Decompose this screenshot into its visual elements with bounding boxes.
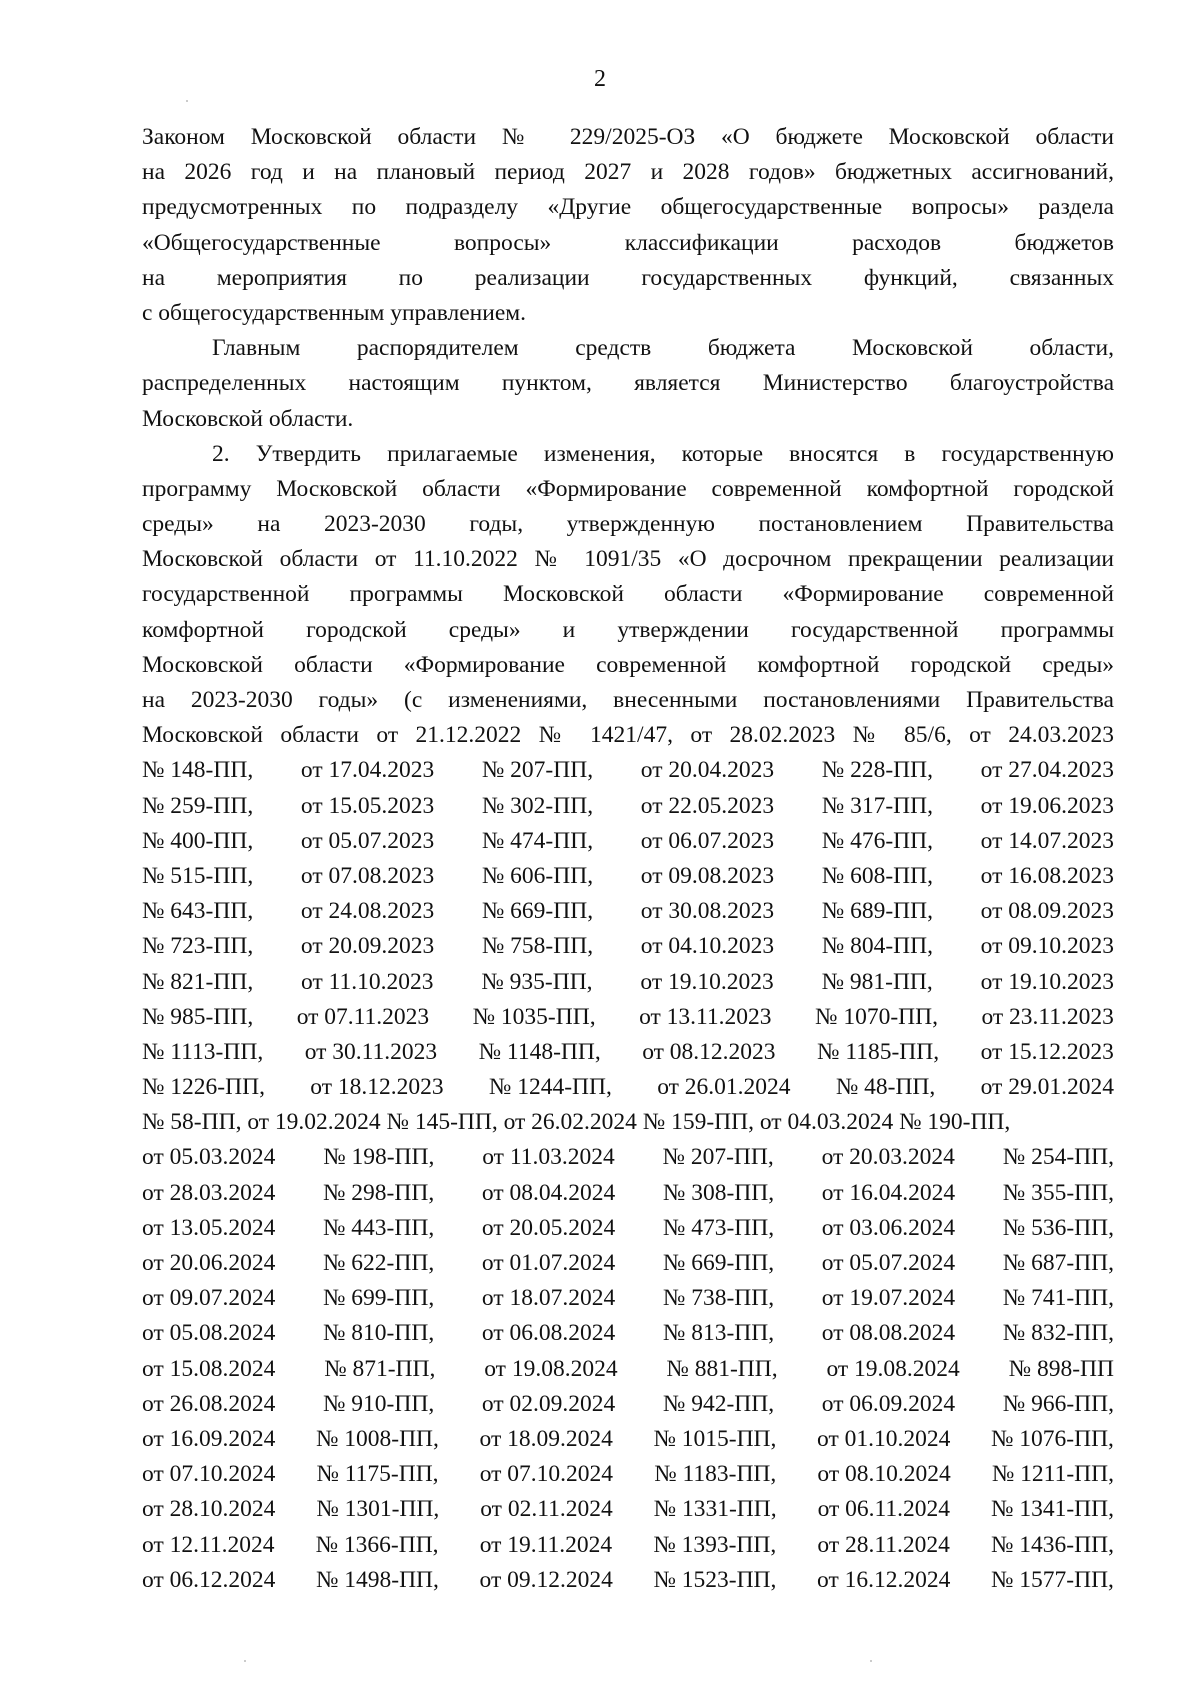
reference-row bbox=[142, 965, 1114, 1000]
reference-cell: от 26.08.2024 bbox=[142, 1390, 276, 1417]
reference-cell: от 06.11.2024 bbox=[817, 1496, 951, 1523]
reference-cell: № 48-ПП, bbox=[835, 1074, 936, 1101]
reference-cell: № 669-ПП, bbox=[662, 1250, 775, 1276]
reference-cell: № 1070-ПП, bbox=[815, 1003, 938, 1030]
reference-cell: № 699-ПП, bbox=[323, 1285, 435, 1312]
reference-cell: от 03.06.2024 bbox=[821, 1214, 956, 1241]
reference-cell: от 09.10.2023 bbox=[980, 933, 1114, 960]
reference-cell: № 302-ПП, bbox=[481, 792, 594, 819]
reference-cell: от 19.07.2024 bbox=[821, 1285, 956, 1312]
reference-cell: от 30.08.2023 bbox=[640, 898, 775, 925]
reference-cell: № 966-ПП, bbox=[1002, 1390, 1114, 1417]
reference-row bbox=[142, 1528, 1114, 1563]
reference-cell: № 687-ПП, bbox=[1002, 1250, 1114, 1276]
reference-cell: № 1183-ПП, bbox=[654, 1461, 777, 1488]
reference-cell: № 400-ПП, bbox=[142, 827, 254, 854]
reference-cell: № 898-ПП bbox=[1008, 1355, 1114, 1382]
reference-cell: № 1035-ПП, bbox=[472, 1003, 596, 1030]
reference-cell: от 24.08.2023 bbox=[300, 898, 435, 925]
reference-cell: № 985-ПП, bbox=[142, 1003, 254, 1030]
text-line: Московской области от 11.10.2022 № 1091/35 «О досрочном прекращении реализации bbox=[142, 546, 1114, 573]
reference-row bbox=[142, 929, 1114, 964]
reference-row bbox=[142, 1316, 1114, 1351]
reference-cell: № 207-ПП, bbox=[481, 757, 594, 784]
reference-row bbox=[142, 1457, 1114, 1492]
reference-cell: № 942-ПП, bbox=[662, 1390, 775, 1417]
reference-cell: № 58-ПП, от 19.02.2024 № 145-ПП, от 26.02.2024 № 159-ПП, от 04.03.2024 № 190-ПП, bbox=[142, 1109, 1011, 1136]
reference-cell: № 1366-ПП, bbox=[315, 1531, 439, 1558]
reference-cell: № 622-ПП, bbox=[323, 1250, 435, 1276]
reference-cell: № 910-ПП, bbox=[323, 1390, 435, 1417]
reference-cell: от 02.09.2024 bbox=[481, 1390, 616, 1417]
reference-cell: № 1175-ПП, bbox=[316, 1461, 439, 1488]
reference-cell: № 689-ПП, bbox=[821, 898, 933, 925]
reference-row bbox=[142, 1492, 1114, 1527]
reference-cell: № 298-ПП, bbox=[323, 1179, 435, 1206]
reference-cell: от 19.10.2023 bbox=[980, 968, 1114, 995]
reference-cell: № 1015-ПП, bbox=[653, 1425, 777, 1452]
text-line: на 2023-2030 годы» (с изменениями, внесенными постановлениями Правительства bbox=[142, 687, 1114, 713]
reference-cell: № 813-ПП, bbox=[662, 1320, 775, 1347]
reference-cell: № 871-ПП, bbox=[324, 1355, 436, 1382]
reference-cell: № 1393-ПП, bbox=[653, 1531, 777, 1558]
reference-cell: от 18.07.2024 bbox=[481, 1285, 616, 1312]
reference-cell: № 1301-ПП, bbox=[316, 1496, 440, 1523]
reference-cell: от 01.07.2024 bbox=[481, 1250, 616, 1276]
reference-cell: № 741-ПП, bbox=[1002, 1285, 1114, 1312]
reference-row bbox=[142, 1000, 1114, 1035]
reference-cell: от 13.11.2023 bbox=[639, 1003, 772, 1030]
reference-cell: № 254-ПП, bbox=[1002, 1144, 1114, 1171]
reference-cell: от 14.07.2023 bbox=[980, 827, 1114, 854]
reference-row bbox=[142, 753, 1114, 788]
reference-cell: от 15.12.2023 bbox=[980, 1038, 1114, 1065]
reference-cell: № 1341-ПП, bbox=[991, 1496, 1114, 1523]
text-line: предусмотренных по подразделу «Другие общегосударственные вопросы» раздела bbox=[142, 194, 1114, 221]
reference-row bbox=[142, 1070, 1114, 1105]
reference-row bbox=[142, 1105, 1114, 1140]
reference-cell: от 22.05.2023 bbox=[640, 792, 775, 819]
reference-cell: № 669-ПП, bbox=[481, 898, 594, 925]
reference-cell: от 02.11.2024 bbox=[480, 1496, 613, 1523]
reference-cell: от 16.12.2024 bbox=[817, 1566, 951, 1593]
reference-cell: № 981-ПП, bbox=[821, 968, 933, 995]
reference-cell: от 11.10.2023 bbox=[301, 968, 434, 995]
reference-cell: от 07.08.2023 bbox=[300, 862, 435, 889]
reference-row bbox=[142, 1246, 1114, 1281]
reference-cell: от 05.08.2024 bbox=[142, 1320, 276, 1347]
reference-cell: № 1436-ПП, bbox=[991, 1531, 1114, 1558]
reference-cell: № 1498-ПП, bbox=[315, 1566, 439, 1593]
reference-cell: № 1211-ПП, bbox=[991, 1461, 1114, 1488]
reference-cell: № 935-ПП, bbox=[481, 968, 593, 995]
text-line: среды» на 2023-2030 годы, утвержденную постановлением Правительства bbox=[142, 511, 1114, 538]
text-line: на 2026 год и на плановый период 2027 и 2028 годов» бюджетных ассигнований, bbox=[142, 159, 1114, 186]
text-line: Московской области «Формирование современной комфортной городской среды» bbox=[142, 651, 1114, 678]
reference-cell: от 05.03.2024 bbox=[142, 1144, 276, 1171]
reference-cell: от 15.08.2024 bbox=[142, 1355, 276, 1382]
reference-row bbox=[142, 1140, 1114, 1175]
reference-row bbox=[142, 1422, 1114, 1457]
reference-cell: № 207-ПП, bbox=[662, 1144, 774, 1171]
reference-cell: № 1523-ПП, bbox=[653, 1566, 777, 1593]
text-line: с общегосударственным управлением. bbox=[142, 299, 527, 326]
reference-row bbox=[142, 1352, 1114, 1387]
reference-row bbox=[142, 1387, 1114, 1422]
reference-cell: № 443-ПП, bbox=[323, 1214, 435, 1241]
reference-cell: от 07.11.2023 bbox=[296, 1003, 430, 1030]
reference-cell: от 19.08.2024 bbox=[826, 1355, 960, 1382]
reference-cell: от 15.05.2023 bbox=[300, 792, 435, 819]
reference-cell: от 08.10.2024 bbox=[817, 1461, 951, 1488]
reference-cell: № 1008-ПП, bbox=[315, 1425, 439, 1452]
reference-cell: от 07.10.2024 bbox=[479, 1461, 614, 1488]
text-line: комфортной городской среды» и утверждении государственной программы bbox=[142, 616, 1114, 643]
reference-cell: № 474-ПП, bbox=[481, 827, 594, 854]
text-line: «Общегосударственные вопросы» классификации расходов бюджетов bbox=[142, 229, 1114, 256]
reference-cell: от 17.04.2023 bbox=[300, 757, 435, 784]
reference-cell: от 08.04.2024 bbox=[481, 1179, 616, 1206]
reference-cell: от 12.11.2024 bbox=[142, 1531, 275, 1558]
reference-cell: от 16.09.2024 bbox=[142, 1425, 276, 1452]
reference-row bbox=[142, 894, 1114, 929]
scan-speck bbox=[244, 1660, 246, 1662]
reference-cell: от 19.06.2023 bbox=[980, 792, 1114, 819]
reference-row bbox=[142, 1035, 1114, 1070]
scan-speck bbox=[870, 1660, 872, 1662]
reference-cell: № 821-ПП, bbox=[142, 968, 254, 995]
reference-cell: № 608-ПП, bbox=[821, 862, 933, 889]
reference-cell: № 317-ПП, bbox=[821, 792, 933, 819]
reference-cell: № 1226-ПП, bbox=[142, 1074, 265, 1101]
reference-row bbox=[142, 789, 1114, 824]
reference-row bbox=[142, 824, 1114, 859]
reference-cell: № 1577-ПП, bbox=[990, 1566, 1114, 1593]
reference-cell: от 05.07.2023 bbox=[300, 827, 435, 854]
reference-cell: № 1148-ПП, bbox=[478, 1038, 601, 1065]
reference-cell: № 1244-ПП, bbox=[488, 1074, 612, 1101]
text-line: 2. Утвердить прилагаемые изменения, которые вносятся в государственную bbox=[212, 440, 1114, 467]
reference-cell: от 28.10.2024 bbox=[142, 1496, 276, 1523]
reference-cell: от 06.07.2023 bbox=[640, 827, 775, 854]
reference-cell: № 228-ПП, bbox=[821, 757, 933, 784]
reference-cell: № 832-ПП, bbox=[1002, 1320, 1114, 1347]
reference-cell: № 881-ПП, bbox=[666, 1355, 778, 1382]
reference-cell: № 1076-ПП, bbox=[990, 1425, 1114, 1452]
reference-cell: № 355-ПП, bbox=[1002, 1179, 1114, 1206]
reference-cell: № 1331-ПП, bbox=[653, 1496, 777, 1523]
reference-cell: от 20.06.2024 bbox=[142, 1250, 276, 1276]
text-line: Московской области от 21.12.2022 № 1421/47, от 28.02.2023 № 85/6, от 24.03.2023 bbox=[142, 722, 1114, 749]
reference-row bbox=[142, 859, 1114, 894]
reference-cell: от 28.11.2024 bbox=[817, 1531, 950, 1558]
reference-cell: от 06.09.2024 bbox=[821, 1390, 956, 1417]
text-line: Законом Московской области № 229/2025-ОЗ «О бюджете Московской области bbox=[142, 124, 1114, 150]
reference-cell: № 1113-ПП, bbox=[142, 1038, 264, 1065]
reference-cell: от 11.03.2024 bbox=[482, 1144, 615, 1171]
reference-cell: № 758-ПП, bbox=[481, 933, 594, 960]
reference-cell: № 476-ПП, bbox=[821, 827, 933, 854]
reference-cell: от 20.05.2024 bbox=[481, 1214, 616, 1241]
reference-cell: от 09.12.2024 bbox=[479, 1566, 613, 1593]
text-line: Главным распорядителем средств бюджета Московской области, bbox=[212, 335, 1114, 362]
reference-cell: № 473-ПП, bbox=[662, 1214, 775, 1241]
reference-cell: от 27.04.2023 bbox=[980, 757, 1114, 784]
scan-speck bbox=[186, 100, 188, 102]
reference-cell: от 18.12.2023 bbox=[310, 1074, 444, 1101]
text-line: программу Московской области «Формирование современной комфортной городской bbox=[142, 475, 1114, 502]
reference-cell: от 09.07.2024 bbox=[142, 1285, 276, 1312]
reference-cell: № 1185-ПП, bbox=[817, 1038, 940, 1065]
reference-cell: от 23.11.2023 bbox=[981, 1003, 1114, 1030]
text-line: государственной программы Московской области «Формирование современной bbox=[142, 581, 1114, 608]
reference-cell: от 19.11.2024 bbox=[479, 1531, 613, 1558]
reference-cell: от 08.08.2024 bbox=[821, 1320, 956, 1347]
reference-row bbox=[142, 1176, 1114, 1211]
reference-cell: № 606-ПП, bbox=[481, 862, 594, 889]
reference-row bbox=[142, 1281, 1114, 1316]
text-line: распределенных настоящим пунктом, является Министерство благоустройства bbox=[142, 370, 1114, 397]
text-line: Московской области. bbox=[142, 405, 354, 432]
reference-cell: от 20.09.2023 bbox=[300, 933, 435, 960]
reference-cell: № 536-ПП, bbox=[1002, 1214, 1114, 1241]
reference-cell: от 01.10.2024 bbox=[817, 1425, 951, 1452]
reference-cell: от 20.04.2023 bbox=[640, 757, 775, 784]
reference-cell: от 06.08.2024 bbox=[481, 1320, 616, 1347]
reference-cell: от 29.01.2024 bbox=[980, 1074, 1114, 1101]
reference-cell: № 515-ПП, bbox=[142, 862, 254, 889]
reference-cell: от 05.07.2024 bbox=[821, 1250, 956, 1276]
reference-cell: от 08.12.2023 bbox=[642, 1038, 776, 1065]
reference-cell: от 18.09.2024 bbox=[479, 1425, 613, 1452]
reference-cell: от 20.03.2024 bbox=[821, 1144, 955, 1171]
reference-cell: № 723-ПП, bbox=[142, 933, 254, 960]
reference-cell: от 19.10.2023 bbox=[640, 968, 774, 995]
text-line: на мероприятия по реализации государственных функций, связанных bbox=[142, 264, 1114, 291]
reference-row bbox=[142, 1211, 1114, 1246]
reference-row bbox=[142, 1563, 1114, 1598]
reference-cell: от 30.11.2023 bbox=[304, 1038, 438, 1065]
reference-cell: № 308-ПП, bbox=[662, 1179, 775, 1206]
reference-cell: от 26.01.2024 bbox=[657, 1074, 791, 1101]
reference-cell: от 04.10.2023 bbox=[640, 933, 775, 960]
reference-cell: от 06.12.2024 bbox=[142, 1566, 276, 1593]
reference-cell: от 16.04.2024 bbox=[821, 1179, 956, 1206]
reference-cell: № 148-ПП, bbox=[142, 757, 254, 784]
reference-cell: № 643-ПП, bbox=[142, 898, 254, 925]
reference-cell: № 804-ПП, bbox=[821, 933, 933, 960]
page-number: 2 bbox=[594, 66, 606, 92]
reference-cell: от 07.10.2024 bbox=[142, 1461, 276, 1488]
reference-cell: № 198-ПП, bbox=[323, 1144, 435, 1171]
reference-cell: от 16.08.2023 bbox=[980, 862, 1114, 889]
reference-cell: от 08.09.2023 bbox=[980, 898, 1114, 925]
reference-cell: от 09.08.2023 bbox=[640, 862, 775, 889]
reference-cell: от 19.08.2024 bbox=[484, 1355, 618, 1382]
reference-cell: № 810-ПП, bbox=[323, 1320, 435, 1347]
reference-cell: от 28.03.2024 bbox=[142, 1179, 276, 1206]
reference-cell: № 259-ПП, bbox=[142, 792, 254, 819]
reference-cell: от 13.05.2024 bbox=[142, 1214, 276, 1241]
reference-cell: № 738-ПП, bbox=[662, 1285, 775, 1312]
document-body bbox=[142, 120, 1114, 1598]
